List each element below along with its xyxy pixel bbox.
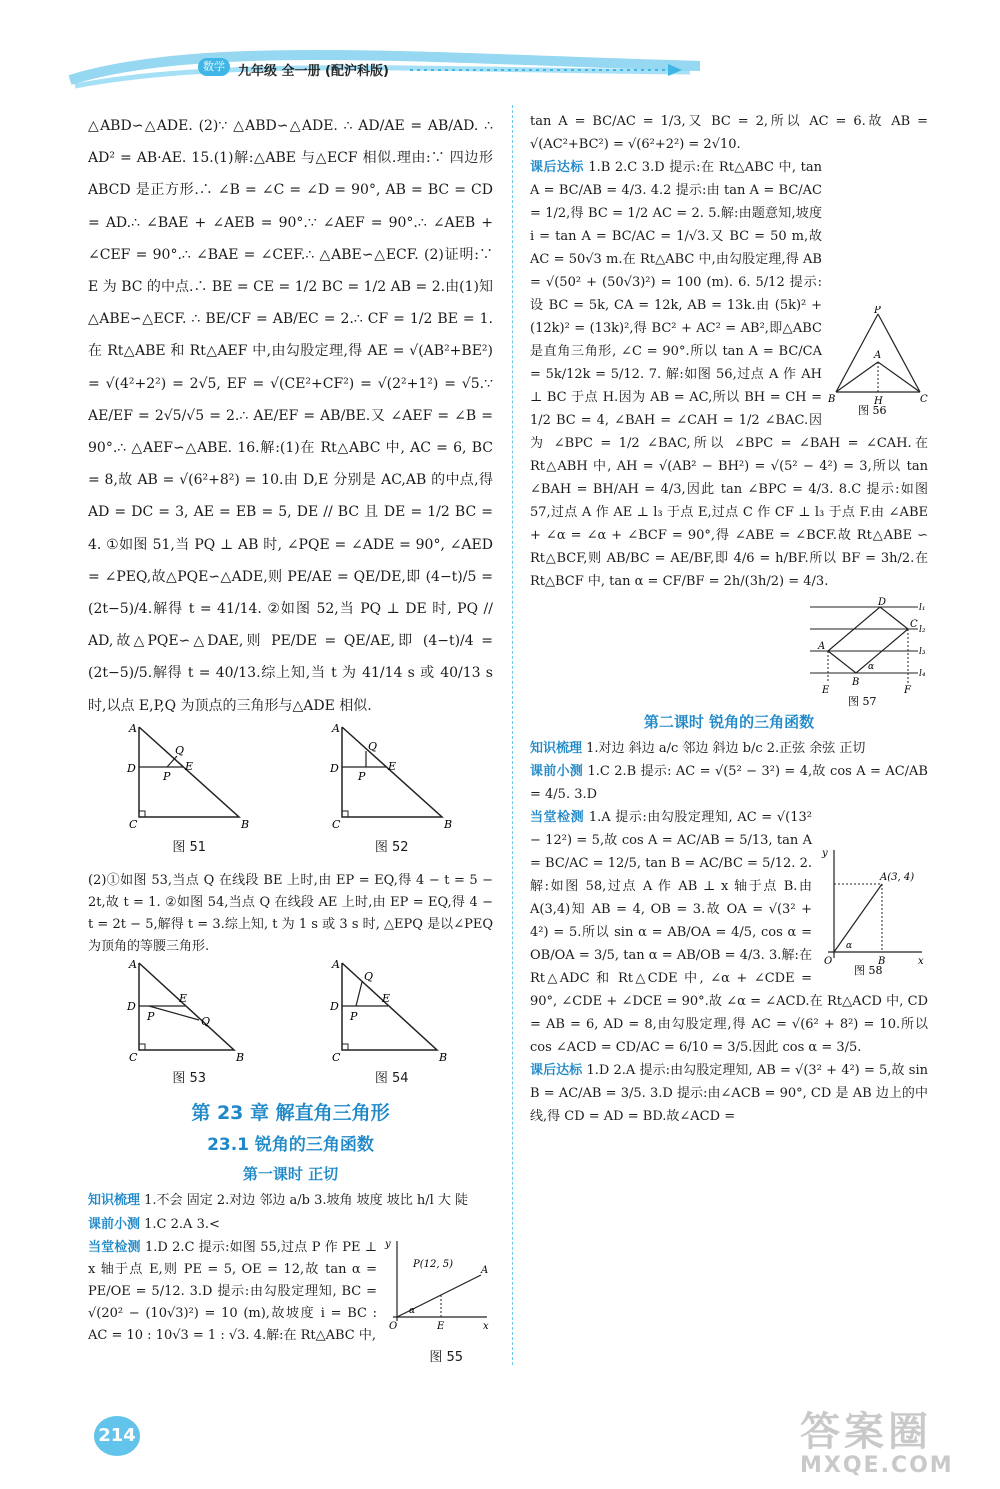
label-B: B: [241, 817, 250, 831]
label-O: O: [824, 956, 833, 967]
label-P: P: [357, 769, 366, 783]
label-l1: l₁: [919, 603, 926, 613]
label-P: P: [163, 769, 171, 783]
tag-kqxc: 课前小测: [530, 764, 584, 779]
label-A: A: [129, 958, 138, 972]
lesson1-title: 第一课时 正切: [242, 1165, 339, 1184]
label-x: x: [918, 956, 924, 967]
tag-khdb: 课后达标: [530, 160, 584, 175]
right-text-1: tan A = BC/AC = 1/3,又 BC = 2,所以 AC = 6.故 AB = √(AC²+BC²) = √(6²+2²) = 2√10.: [530, 114, 928, 152]
label-A: A(3, 4): [880, 872, 915, 883]
left-column: [88, 110, 493, 1369]
label-l3: l₃: [919, 647, 926, 657]
lesson2-kqxc-text: 1.C 2.B 提示: AC = √(5² − 3²) = 4,故 cos A = AC/AB = 4/5. 3.D: [530, 764, 928, 802]
header-title: 九年级 全一册 (配沪科版): [238, 64, 389, 79]
caption-53: 图 53: [172, 1071, 207, 1087]
label-B: B: [852, 677, 860, 688]
label-alpha: α: [846, 941, 853, 951]
page-number: 214: [94, 1416, 140, 1456]
label-F: F: [904, 685, 911, 696]
label-H: H: [874, 396, 883, 407]
label-C: C: [129, 1051, 138, 1064]
figure-52: [322, 722, 462, 864]
watermark-line1: 答案圈: [800, 1409, 932, 1455]
lesson2-zsgl-text: 1.对边 斜边 a/c 邻边 斜边 b/c 2.正弦 余弦 正切: [586, 741, 866, 756]
answer-text: △ABD∽△ADE. (2)∵ △ABD∽△ADE. ∴ AD/AE = AB/AD. ∴ AD² = AB·AE. 15.(1)解:△ABE 与△ECF 相似.理由:∵ 四边形 ABCD 是正方形.∴ ∠B = ∠C = ∠D = 90°, AB = BC = CD = AD.∴ ∠BAE + ∠AEB = 90°.∵ ∠AEF = 90°.∴ ∠AEB + ∠CEF = 90°.∴ ∠BAE = ∠CEF.∴ △ABE∽△ECF. (2)证明:∵ E 为 BC 的中点.∴ BE = CE = 1/2 BC = 1/2 AB = 2.由(1)知 △ABE∽△ECF. ∴ BE/CF = AB/EC = 2.∴ CF = 1/2 BE = 1.在 Rt△ABE 和 Rt△AEF 中,由勾股定理,得 AE = √(AB²+BE²) = √(4²+2²) = 2√5, EF = √(CE²+CF²) = √(2²+1²) = √5.∵ AE/EF = 2√5/√5 = 2.∴ AE/EF = AB/BE.又 ∠AEF = ∠B = 90°.∴ △AEF∽△ABE. 16.解:(1)在 Rt△ABC 中, AC = 6, BC = 8,故 AB = √(6²+8²) = 10.由 D,E 分别是 AC,AB 的中点,得 AD = DC = 3, AE = EB = 5, DE // BC 且 DE = 1/2 BC = 4. ①如图 51,当 PQ ⊥ AB 时, ∠PQE = ∠ADE = 90°, ∠AED = ∠PEQ,故△PQE∽△ADE,则 PE/AE = QE/DE,即 (4−t)/5 = (2t−5)/4.解得 t = 41/14. ②如图 52,当 PQ ⊥ DE 时, PQ // AD,故△PQE∽△DAE,则 PE/DE = QE/AE,即 (4−t)/4 = (2t−5)/5.解得 t = 40/13.综上知,当 t 为 41/14 s 或 40/13 s 时,以点 E,P,Q 为顶点的三角形与△ADE 相似.: [88, 118, 493, 714]
label-A: A: [481, 1265, 489, 1277]
caption-54: 图 54: [374, 1071, 409, 1087]
label-C: C: [331, 817, 341, 831]
label-y: y: [822, 848, 828, 859]
label-l2: l₂: [919, 625, 926, 635]
label-D: D: [878, 597, 887, 608]
answer-text-2: (2)①如图 53,当点 Q 在线段 BE 上时,由 EP = EQ,得 4 − t = 5 − 2t,故 t = 1. ②如图 54,当点 Q 在线段 AE 上时,由 EP = EQ,得 4 − t = 2t − 5,解得 t = 3.综上知, t 为 1 s 或 3 s 时, △EPQ 是以∠PEQ 为顶角的等腰三角形.: [88, 873, 493, 955]
label-E: E: [387, 759, 396, 773]
label-Q: Q: [367, 739, 377, 753]
caption-57: 图 57: [848, 695, 877, 707]
label-E: E: [822, 685, 830, 696]
label-E: E: [381, 992, 390, 1006]
lesson2-title: 第二课时 锐角的三角函数: [643, 713, 815, 731]
figure-55: [383, 1237, 493, 1333]
tag-kqxc: 课前小测: [88, 1217, 141, 1233]
label-B: B: [443, 817, 452, 831]
caption-51: 图 51: [172, 839, 207, 855]
label-l4: l₄: [919, 669, 926, 679]
chapter-title: 第 23 章 解直角三角形: [191, 1102, 390, 1125]
label-C: C: [920, 394, 928, 405]
lesson1-kqxc-text: 1.C 2.A 3.<: [144, 1217, 220, 1233]
tag-dtjc: 当堂检测: [530, 810, 585, 825]
label-A: A: [874, 350, 882, 361]
label-D: D: [329, 761, 339, 775]
figure-58: [818, 846, 928, 976]
section-title: 23.1 锐角的三角函数: [207, 1135, 374, 1156]
lesson2-zsgl: [530, 737, 928, 760]
lesson2-khdb-text: 1.D 2.A 提示:由勾股定理知, AB = √(3² + 4²) = 5,故 sin B = AC/AB = 3/5. 3.D 提示:由∠ACB = 90°, CD 是 AB 边上的中线,得 CD = AD = BD.故∠ACD =: [530, 1063, 928, 1124]
lesson1-dtjc-text: 1.D 2.C 提示:如图 55,过点 P 作 PE ⊥ x 轴于点 E,则 PE = 5, OE = 12,故 tan α = PE/OE = 5/12. 3.D 提示:由勾股定理知, BC = √(20² − (10√3)²) = 10 (m),故坡度 i = BC : AC = 10 : 10√3 = 1 : √3. 4.解:在 Rt△ABC 中,: [88, 1240, 377, 1344]
label-A: A: [818, 641, 826, 652]
label-A: A: [331, 958, 340, 972]
label-P: P(12, 5): [413, 1259, 453, 1271]
right-column: [530, 110, 928, 1128]
lesson1-zsgl: [88, 1189, 493, 1213]
label-Q: Q: [175, 743, 185, 757]
column-divider: [512, 105, 513, 1365]
label-E: E: [185, 759, 194, 773]
figure-56: [828, 306, 928, 416]
tag-zsgl: 知识梳理: [88, 1193, 141, 1209]
lesson2-dtjc-text: 1.A 提示:由勾股定理知, AC = √(13² − 12²) = 5,故 cos A = AC/AB = 5/13, tan A = BC/AC = 12/5, tan B = AC/BC = 5/12. 2.解:如图 58,过点 A 作 AB ⊥ x 轴于点 B.由 A(3,4)知 AB = 4, OB = 3.故 OA = √(3² + 4²) = 5.所以 sin α = AB/OA = 4/5, cos α = OB/OA = 3/5, tan α = AB/OB = 4/3. 3.解:在 Rt△ADC 和 Rt△CDE 中, ∠α + ∠CDE = 90°, ∠CDE + ∠DCE = 90°.故 ∠α = ∠ACD.在 Rt△ACD 中, CD = AB = 6, AD = 8,由勾股定理,得 AC = √(6² + 8²) = 10.所以 cos ∠ACD = CD/AC = 6/10 = 3/5.因此 cos α = 3/5.: [530, 810, 928, 1055]
figure-row-53-54: [88, 958, 493, 1095]
label-O: O: [389, 1321, 398, 1333]
right-khdb-text: 1.B 2.C 3.D 提示:在 Rt△ABC 中, tan A = BC/AB = 4/3. 4.2 提示:由 tan A = BC/AC = 1/2,得 BC = 1/2 AC = 2. 5.解:由题意知,坡度 i = tan A = BC/AC = 1/√3.又 BC = 50 m,故 AC = 50√3 m.在 Rt△ABC 中,由勾股定理,得 AB = √(50² + (50√3)²) = 100 (m). 6. 5/12 提示:设 BC = 5k, CA = 12k, AB = 13k.由 (5k)² + (12k)² = (13k)²,得 BC² + AC² = AB²,即△ABC 是直角三角形, ∠C = 90°.所以 tan A = BC/CA = 5k/12k = 5/12. 7. 解:如图 56,过点 A 作 AH ⊥ BC 于点 H.因为 AB = AC,所以 BH = CH = 1/2 BC = 4, ∠BAH = ∠CAH = 1/2 ∠BAC.因为 ∠BPC = 1/2 ∠BAC,所以 ∠BPC = ∠BAH = ∠CAH.在 Rt△ABH 中, AH = √(AB² − BH²) = √(5² − 4²) = 3,所以 tan ∠BAH = BH/AH = 4/3,因此 tan ∠BPC = 4/3. 8.C 提示:如图 57,过点 A 作 AE ⊥ l₃ 于点 E,过点 C 作 CF ⊥ l₃ 于点 F.由 ∠ABE + ∠α = ∠α + ∠BCF = 90°,得 ∠ABE = ∠BCF.故 Rt△ABE ∽ Rt△BCF,则 AB/BC = AE/BF,即 4/6 = h/BF.所以 BF = 3h/2.在 Rt△BCF 中, tan α = CF/BF = 2h/(3h/2) = 4/3.: [530, 160, 928, 589]
label-y: y: [385, 1239, 391, 1251]
figure-54: [322, 958, 462, 1095]
label-D: D: [329, 1000, 339, 1014]
label-B: B: [828, 394, 836, 405]
label-C: C: [331, 1051, 341, 1064]
watermark: [800, 1400, 954, 1478]
figure-row-51-52: [88, 722, 493, 864]
label-Q: Q: [201, 1015, 211, 1029]
label-D: D: [127, 761, 137, 775]
label-P: P: [349, 1010, 358, 1024]
label-A: A: [129, 721, 138, 735]
label-B: B: [236, 1051, 245, 1064]
lesson1-zsgl-text: 1.不会 固定 2.对边 邻边 a/b 3.坡角 坡度 坡比 h/l 大 陡: [144, 1193, 469, 1209]
right-khdb: [530, 156, 928, 593]
label-D: D: [127, 1000, 137, 1014]
label-P: P: [874, 306, 881, 316]
figure-57: [808, 597, 928, 707]
label-alpha: α: [409, 1306, 416, 1317]
caption-58: 图 58: [854, 964, 883, 976]
subject-badge: 数学: [198, 58, 230, 76]
label-x: x: [483, 1321, 489, 1333]
label-alpha: α: [868, 662, 875, 672]
label-C: C: [910, 619, 918, 630]
label-Q: Q: [363, 970, 373, 984]
label-P: P: [147, 1010, 155, 1024]
lesson2-dtjc: [530, 806, 928, 1059]
caption-56: 图 56: [858, 404, 887, 416]
tag-khdb: 课后达标: [530, 1063, 583, 1078]
watermark-line2: MXQE.COM: [800, 1453, 954, 1478]
label-B: B: [438, 1051, 447, 1064]
label-A: A: [331, 721, 340, 735]
caption-55: 图 55: [429, 1350, 463, 1366]
lesson1-kqxc: [88, 1213, 493, 1237]
label-E: E: [179, 992, 188, 1006]
label-C: C: [129, 817, 138, 831]
header-band: [0, 0, 1000, 100]
figure-53: [119, 958, 259, 1095]
tag-dtjc: 当堂检测: [88, 1240, 141, 1256]
caption-52: 图 52: [374, 839, 409, 855]
lesson2-khdb: [530, 1059, 928, 1128]
label-B: B: [878, 956, 886, 967]
figure-51: [119, 722, 259, 864]
tag-zsgl: 知识梳理: [530, 741, 583, 756]
label-E: E: [437, 1321, 445, 1333]
lesson1-dtjc: [88, 1237, 493, 1369]
lesson2-kqxc: [530, 760, 928, 806]
